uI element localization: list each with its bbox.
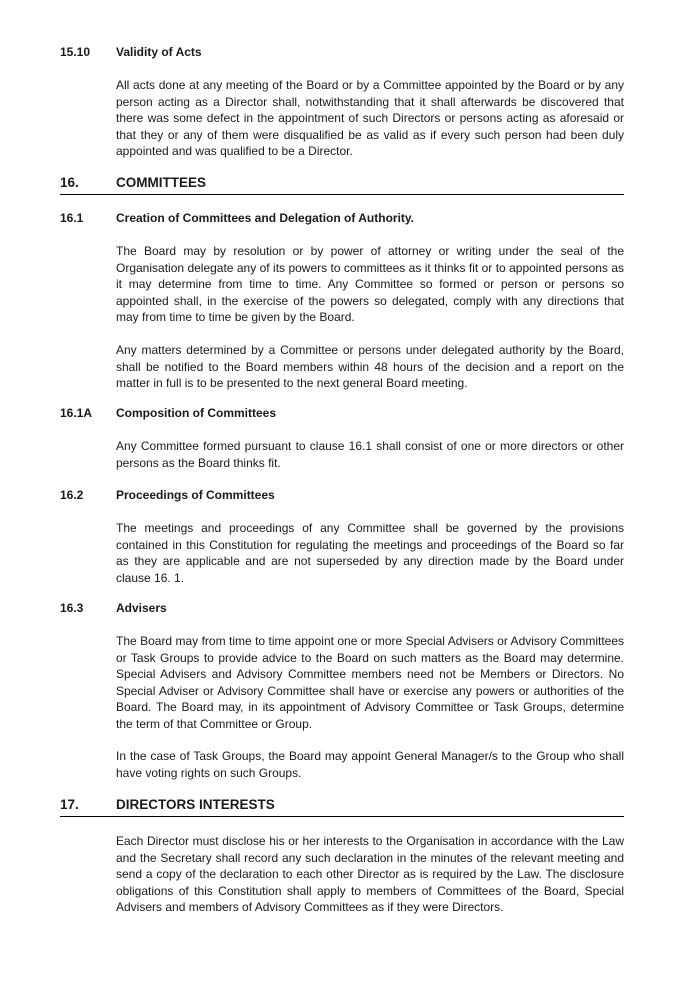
clause-paragraph: Each Director must disclose his or her interests to the Organisation in accordance with the Law and the Secretary shall record any such declaration in the minutes of the relevant meeting and send a copy of the declaration to each other Director as is required by the Law. The disclosure obligations of this Constitution shall apply to members of Committees of the Board, Special Advisers and members of Advisory Committees as if they were Directors. [116, 834, 624, 915]
clause-paragraph: In the case of Task Groups, the Board may appoint General Manager/s to the Group who shall have voting rights on such Groups. [116, 749, 624, 780]
clause-number: 16.2 [60, 488, 84, 502]
clause-title: Proceedings of Committees [116, 488, 275, 502]
section-divider [60, 194, 624, 195]
clause-number: 16.1A [60, 406, 93, 420]
clause-title: Composition of Committees [116, 406, 277, 420]
clause-number: 15.10 [60, 45, 91, 59]
clause-title: Advisers [116, 601, 167, 615]
clause-paragraph: All acts done at any meeting of the Board or by a Committee appointed by the Board or by any person acting as a Director shall, notwithstanding that it shall afterwards be discovered that there was some defect in the appointment of such Directors or persons acting as aforesaid or that they or any of them were disqualified be as valid as if every such person had been duly appointed and was qualified to be a Director. [116, 78, 624, 159]
section-divider [60, 816, 624, 817]
clause-paragraph: The meetings and proceedings of any Committee shall be governed by the provisions contained in this Constitution for regulating the meetings and proceedings of the Board so far as they are applicable and are not superseded by any direction made by the Board under clause 16. 1. [116, 521, 624, 585]
clause-paragraph: The Board may by resolution or by power of attorney or writing under the seal of the Organisation delegate any of its powers to committees as it thinks fit or to appointed persons as it may determine from time to time. Any Committee so formed or person or persons so appointed shall, in the exercise of the powers so delegated, comply with any directions that may from time to time be given by the Board. [116, 244, 624, 325]
clause-paragraph: Any matters determined by a Committee or persons under delegated authority by the Board, shall be notified to the Board members within 48 hours of the decision and a report on the matter in full is to be presented to the next general Board meeting. [116, 343, 624, 391]
clause-title: Validity of Acts [116, 45, 202, 59]
clause-number: 16.3 [60, 601, 84, 615]
clause-title: Creation of Committees and Delegation of Authority. [116, 211, 415, 225]
section-title: COMMITTEES [116, 175, 206, 190]
section-title: DIRECTORS INTERESTS [116, 797, 275, 812]
clause-number: 16.1 [60, 211, 84, 225]
section-number: 16. [60, 175, 79, 190]
clause-paragraph: Any Committee formed pursuant to clause 16.1 shall consist of one or more directors or other persons as the Board thinks fit. [116, 439, 624, 470]
section-number: 17. [60, 797, 79, 812]
clause-paragraph: The Board may from time to time appoint one or more Special Advisers or Advisory Committees or Task Groups to provide advice to the Board on such matters as the Board may determine. Special Advisers and Advisory Committee members need not be Members or Directors. No Special Adviser or Advisory Committee shall have or exercise any powers or authorities of the Board. The Board may, in its appointment of Advisory Committee or Task Groups, determine the term of that Committee or Group. [116, 634, 624, 731]
